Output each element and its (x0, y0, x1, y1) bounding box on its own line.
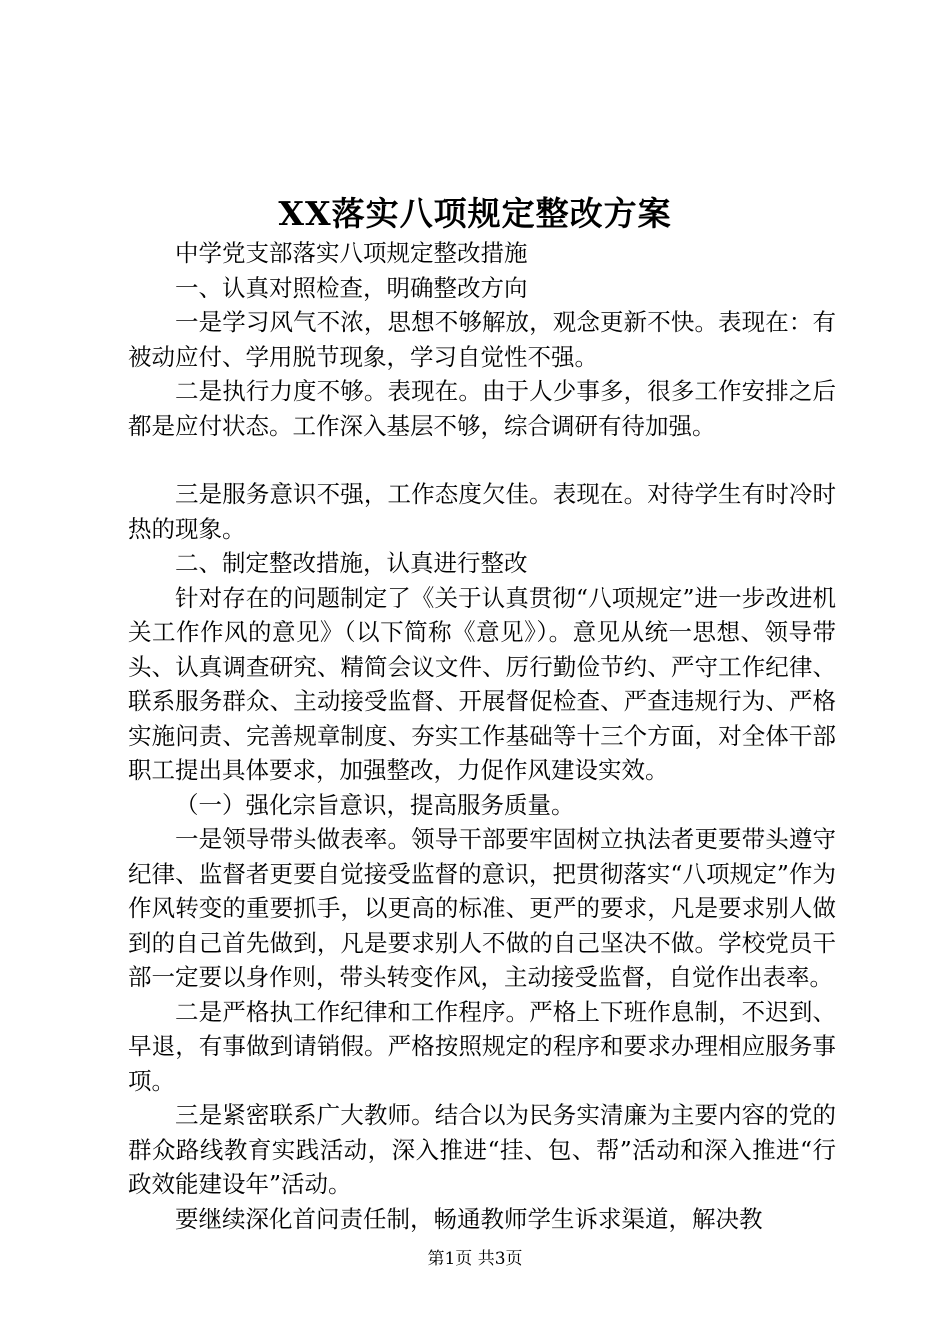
paragraph: 三是紧密联系广大教师。结合以为民务实清廉为主要内容的党的群众路线教育实践活动，深入推进“挂、包、帮”活动和深入推进“行政效能建设年”活动。 (128, 1101, 836, 1198)
document-title: XX落实八项规定整改方案 (278, 194, 672, 233)
paragraph: 二是执行力度不够。表现在。由于人少事多，很多工作安排之后都是应付状态。工作深入基层不够，综合调研有待加强。 (128, 377, 836, 440)
paragraph: 三是服务意识不强，工作态度欠佳。表现在。对待学生有时冷时热的现象。 (128, 480, 836, 543)
paragraph: 一是学习风气不浓，思想不够解放，观念更新不快。表现在：有被动应付、学用脱节现象，学习自觉性不强。 (128, 308, 836, 371)
section-heading: 二、制定整改措施，认真进行整改 (175, 549, 528, 577)
paragraph: 二是严格执工作纪律和工作程序。严格上下班作息制，不迟到、早退，有事做到请销假。严格按照规定的程序和要求办理相应服务事项。 (128, 997, 836, 1095)
section-heading: 一、认真对照检查，明确整改方向 (175, 273, 528, 302)
subsection-heading: （一）强化宗旨意识，提高服务质量。 (175, 790, 575, 819)
paragraph: 针对存在的问题制定了《关于认真贯彻“八项规定”进一步改进机关工作作风的意见》（以下简称《意见》）。意见从统一思想、领导带头、认真调查研究、精简会议文件、厉行勤俭节约、严守工作纪律、联系服务群众、主动接受监督、开展督促检查、严查违规行为、严格实施问责、完善规章制度、夯实工作基础等十三个方面，对全体干部职工提出具体要求，加强整改，力促作风建设实效。 (128, 583, 836, 784)
page-footer: 第1页 共3页 (427, 1249, 523, 1269)
paragraph: 要继续深化首问责任制，畅通教师学生诉求渠道，解决教 (175, 1204, 763, 1233)
document-body (128, 236, 836, 1236)
paragraph: 一是领导带头做表率。领导干部要牢固树立执法者更要带头遵守纪律、监督者更要自觉接受监督的意识，把贯彻落实“八项规定”作为作风转变的重要抓手，以更高的标准、更严的要求，凡是要求别人做到的自己首先做到，凡是要求别人不做的自己坚决不做。学校党员干部一定要以身作则，带头转变作风，主动接受监督，自觉作出表率。 (128, 825, 836, 991)
paragraph: 中学党支部落实八项规定整改措施 (175, 239, 528, 267)
